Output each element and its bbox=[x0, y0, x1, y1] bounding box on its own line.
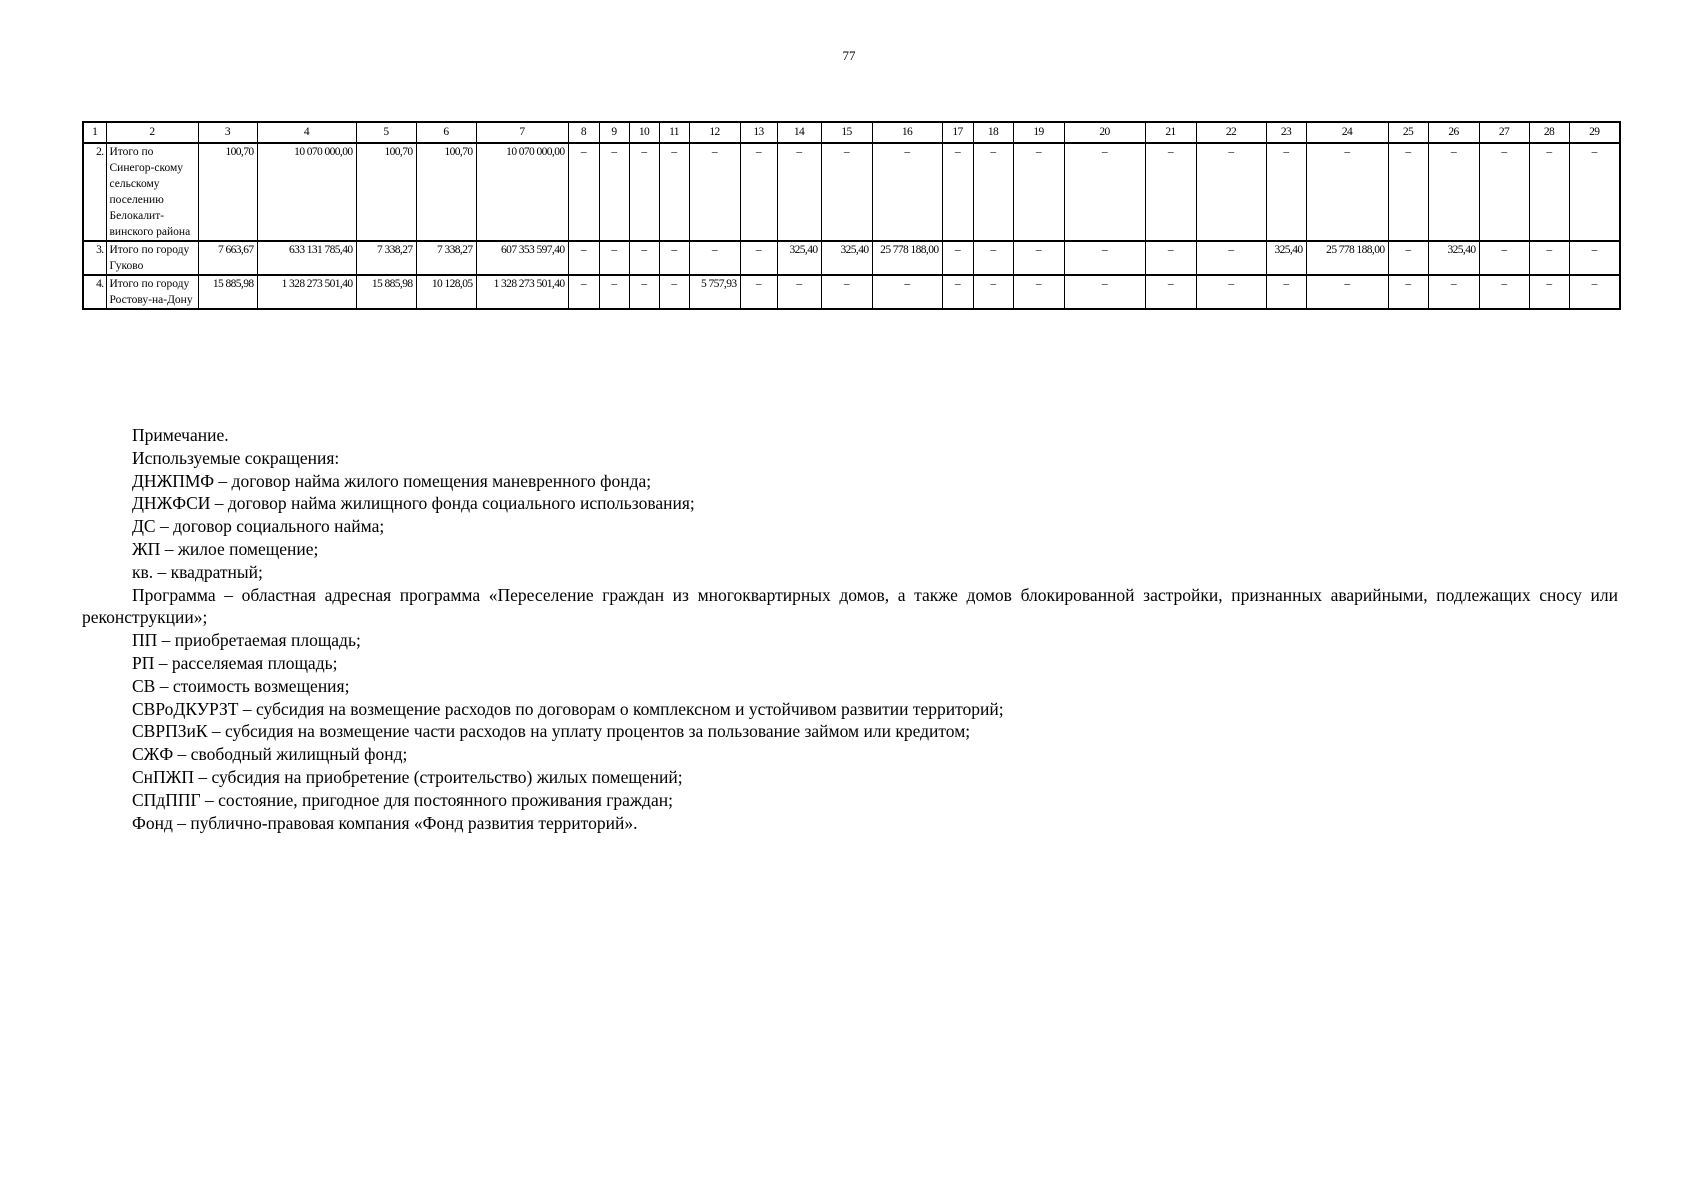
column-header: 14 bbox=[777, 122, 821, 143]
table-cell: 25 778 188,00 bbox=[1306, 241, 1388, 275]
table-cell: – bbox=[740, 241, 777, 275]
table-cell: 10 070 000,00 bbox=[257, 143, 356, 241]
column-header: 24 bbox=[1306, 122, 1388, 143]
table-cell: – bbox=[1266, 275, 1306, 309]
table-cell: – bbox=[740, 143, 777, 241]
column-header: 11 bbox=[659, 122, 689, 143]
table-cell: – bbox=[1428, 143, 1479, 241]
abbreviation-item: СВ – стоимость возмещения; bbox=[132, 675, 350, 696]
table-cell: – bbox=[659, 143, 689, 241]
table-cell: 1 328 273 501,40 bbox=[476, 275, 568, 309]
abbreviation-item: кв. – квадратный; bbox=[132, 561, 263, 582]
row-index: 4. bbox=[83, 275, 106, 309]
table-cell: 15 885,98 bbox=[356, 275, 416, 309]
table-cell: – bbox=[1013, 241, 1064, 275]
table-cell: 325,40 bbox=[1266, 241, 1306, 275]
table-cell: – bbox=[1388, 241, 1428, 275]
row-name: Итого по Синегор-скому сельскому поселению Белокалит-винского района bbox=[106, 143, 198, 241]
column-header: 1 bbox=[83, 122, 106, 143]
table-cell: – bbox=[659, 275, 689, 309]
notes-section bbox=[82, 424, 1618, 834]
abbreviation-item: ЖП – жилое помещение; bbox=[132, 538, 319, 559]
table-cell: 100,70 bbox=[356, 143, 416, 241]
table-cell: – bbox=[689, 143, 740, 241]
table-cell: – bbox=[659, 241, 689, 275]
table-cell: – bbox=[821, 143, 872, 241]
column-header: 8 bbox=[568, 122, 599, 143]
table-cell: – bbox=[1013, 143, 1064, 241]
notes-title: Примечание. bbox=[132, 425, 229, 445]
table-cell: 25 778 188,00 bbox=[872, 241, 942, 275]
table-cell: 7 338,27 bbox=[356, 241, 416, 275]
table-cell: 10 128,05 bbox=[416, 275, 476, 309]
table-cell: 100,70 bbox=[198, 143, 257, 241]
table-cell: 7 663,67 bbox=[198, 241, 257, 275]
table-cell: – bbox=[568, 275, 599, 309]
table-cell: – bbox=[629, 241, 659, 275]
table-cell: – bbox=[973, 143, 1013, 241]
column-header: 26 bbox=[1428, 122, 1479, 143]
table-cell: – bbox=[1064, 241, 1145, 275]
column-header: 12 bbox=[689, 122, 740, 143]
table-cell: – bbox=[777, 275, 821, 309]
row-index: 3. bbox=[83, 241, 106, 275]
column-header: 10 bbox=[629, 122, 659, 143]
table-cell: 15 885,98 bbox=[198, 275, 257, 309]
table-cell: 325,40 bbox=[777, 241, 821, 275]
table-cell: 633 131 785,40 bbox=[257, 241, 356, 275]
column-header: 18 bbox=[973, 122, 1013, 143]
table-row bbox=[83, 275, 1620, 309]
column-header: 15 bbox=[821, 122, 872, 143]
table-cell: – bbox=[973, 241, 1013, 275]
table-cell: – bbox=[942, 241, 973, 275]
table-cell: – bbox=[1569, 241, 1620, 275]
column-header: 13 bbox=[740, 122, 777, 143]
abbreviation-item: ДС – договор социального найма; bbox=[132, 516, 385, 537]
table-cell: – bbox=[599, 143, 629, 241]
column-header: 7 bbox=[476, 122, 568, 143]
table-cell: – bbox=[568, 241, 599, 275]
abbreviation-item: СПдППГ – состояние, пригодное для постоянного проживания граждан; bbox=[132, 789, 673, 810]
table-cell: – bbox=[1013, 275, 1064, 309]
table-cell: – bbox=[1479, 241, 1529, 275]
table-cell: – bbox=[1388, 275, 1428, 309]
table-cell: – bbox=[599, 241, 629, 275]
table-cell: – bbox=[1388, 143, 1428, 241]
table-cell: – bbox=[1145, 275, 1196, 309]
column-header: 22 bbox=[1196, 122, 1266, 143]
table-cell: – bbox=[1569, 143, 1620, 241]
table-cell: – bbox=[568, 143, 599, 241]
column-header: 27 bbox=[1479, 122, 1529, 143]
data-table bbox=[82, 121, 1621, 310]
table-cell: – bbox=[1529, 241, 1569, 275]
column-header: 16 bbox=[872, 122, 942, 143]
abbreviation-item: Фонд – публично-правовая компания «Фонд развития территорий». bbox=[132, 812, 638, 833]
notes-intro: Используемые сокращения: bbox=[132, 447, 340, 468]
table-cell: – bbox=[1569, 275, 1620, 309]
abbreviation-item: Программа – областная адресная программа «Переселение граждан из многоквартирных домов, а также домов блокированной застройки, признанных аварийными, подлежащих сносу или реконструкции»; bbox=[82, 584, 1618, 628]
table-cell: – bbox=[872, 275, 942, 309]
table-cell: – bbox=[1266, 143, 1306, 241]
table-cell: 100,70 bbox=[416, 143, 476, 241]
table-cell: – bbox=[1479, 143, 1529, 241]
abbreviation-item: СВРоДКУРЗТ – субсидия на возмещение расходов по договорам о комплексном и устойчивом развитии территорий; bbox=[132, 698, 1004, 719]
column-header: 5 bbox=[356, 122, 416, 143]
abbreviation-item: СЖФ – свободный жилищный фонд; bbox=[132, 744, 408, 765]
row-index: 2. bbox=[83, 143, 106, 241]
table-row bbox=[83, 143, 1620, 241]
table-cell: – bbox=[973, 275, 1013, 309]
table-cell: – bbox=[1064, 143, 1145, 241]
column-header: 9 bbox=[599, 122, 629, 143]
page-number: 77 bbox=[842, 48, 856, 63]
abbreviation-item: ДНЖПМФ – договор найма жилого помещения маневренного фонда; bbox=[132, 470, 652, 491]
table-cell: – bbox=[1145, 241, 1196, 275]
abbreviation-item: РП – расселяемая площадь; bbox=[132, 652, 338, 673]
table-cell: 10 070 000,00 bbox=[476, 143, 568, 241]
table-cell: – bbox=[629, 143, 659, 241]
abbreviation-item: СВРПЗиК – субсидия на возмещение части расходов на уплату процентов за пользование займом или кредитом; bbox=[132, 721, 971, 742]
table-cell: – bbox=[1306, 143, 1388, 241]
table-cell: – bbox=[689, 241, 740, 275]
column-header: 4 bbox=[257, 122, 356, 143]
table-cell: – bbox=[1145, 143, 1196, 241]
table-cell: – bbox=[942, 275, 973, 309]
table-cell: 325,40 bbox=[1428, 241, 1479, 275]
column-header: 21 bbox=[1145, 122, 1196, 143]
abbreviation-item: ДНЖФСИ – договор найма жилищного фонда социального использования; bbox=[132, 493, 695, 514]
abbreviation-item: ПП – приобретаемая площадь; bbox=[132, 630, 361, 651]
table-cell: – bbox=[1529, 275, 1569, 309]
table-cell: – bbox=[1196, 143, 1266, 241]
table-cell: 325,40 bbox=[821, 241, 872, 275]
column-header: 23 bbox=[1266, 122, 1306, 143]
table-cell: – bbox=[1428, 275, 1479, 309]
table-cell: – bbox=[872, 143, 942, 241]
table-cell: – bbox=[777, 143, 821, 241]
column-header: 17 bbox=[942, 122, 973, 143]
table-cell: 7 338,27 bbox=[416, 241, 476, 275]
table-cell: – bbox=[629, 275, 659, 309]
row-name: Итого по городу Ростову-на-Дону bbox=[106, 275, 198, 309]
table-cell: – bbox=[942, 143, 973, 241]
table-cell: – bbox=[1529, 143, 1569, 241]
row-name: Итого по городу Гуково bbox=[106, 241, 198, 275]
table-cell: 1 328 273 501,40 bbox=[257, 275, 356, 309]
table-cell: 607 353 597,40 bbox=[476, 241, 568, 275]
column-header: 25 bbox=[1388, 122, 1428, 143]
column-header: 20 bbox=[1064, 122, 1145, 143]
column-header: 28 bbox=[1529, 122, 1569, 143]
table-cell: – bbox=[821, 275, 872, 309]
table-header-row bbox=[83, 122, 1620, 143]
table-cell: – bbox=[740, 275, 777, 309]
table-cell: – bbox=[1196, 241, 1266, 275]
table-cell: 5 757,93 bbox=[689, 275, 740, 309]
column-header: 29 bbox=[1569, 122, 1620, 143]
column-header: 19 bbox=[1013, 122, 1064, 143]
abbreviation-list bbox=[82, 470, 1618, 835]
column-header: 2 bbox=[106, 122, 198, 143]
table-cell: – bbox=[599, 275, 629, 309]
table-cell: – bbox=[1196, 275, 1266, 309]
column-header: 3 bbox=[198, 122, 257, 143]
abbreviation-item: СнПЖП – субсидия на приобретение (строительство) жилых помещений; bbox=[132, 766, 683, 787]
table-cell: – bbox=[1306, 275, 1388, 309]
table-row bbox=[83, 241, 1620, 275]
column-header: 6 bbox=[416, 122, 476, 143]
table-cell: – bbox=[1064, 275, 1145, 309]
table-cell: – bbox=[1479, 275, 1529, 309]
